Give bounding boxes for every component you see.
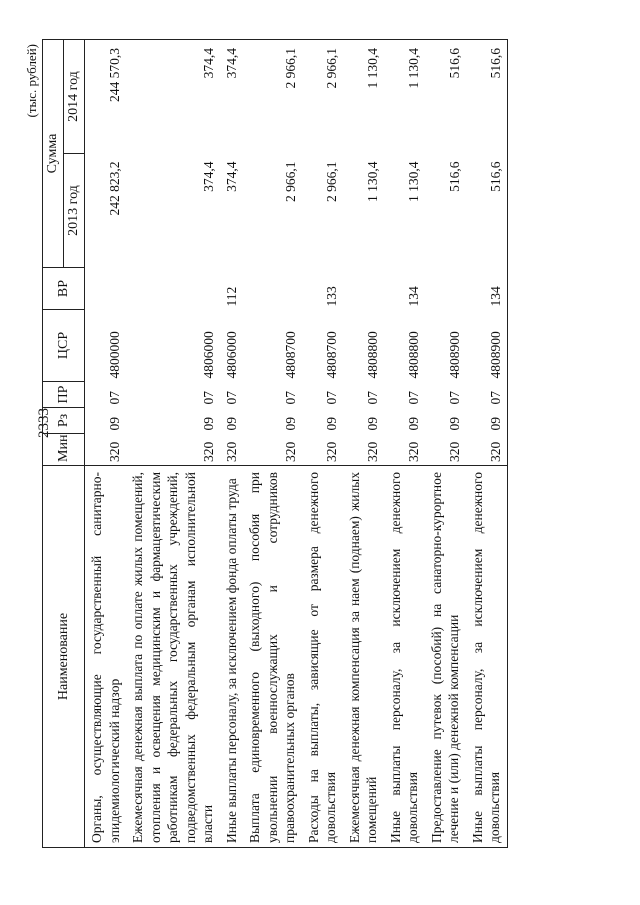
budget-table-page <box>20 40 590 848</box>
row-rz: 09 <box>446 417 462 431</box>
row-2013: 1 130,4 <box>364 161 380 202</box>
row-2014: 1 130,4 <box>384 40 425 154</box>
row-pr: 07 <box>364 391 380 405</box>
row-2013: 2 966,1 <box>323 161 339 202</box>
row-name: Иные выплаты персоналу, за исключением фонда оплаты труда <box>220 466 244 848</box>
row-name: Предоставление путевок (пособий) на санаторно-курортное лечение и (или) денежной компенсации <box>425 466 466 848</box>
row-min: 320 <box>224 441 239 462</box>
row-csr: 4808900 <box>466 310 508 382</box>
row-2014: 2 966,1 <box>243 40 302 154</box>
row-name: Иные выплаты персоналу, за исключением денежного довольствия <box>466 466 508 848</box>
row-vr <box>85 268 127 310</box>
table-row <box>466 40 508 848</box>
table-row <box>343 40 384 848</box>
row-2013: 242 823,2 <box>107 161 122 216</box>
row-vr: 134 <box>466 268 508 310</box>
header-name: Наименование <box>43 466 85 848</box>
row-name: Ежемесячная денежная компенсация за наем (поднаем) жилых помещений <box>343 466 384 848</box>
row-rz: 09 <box>200 417 216 431</box>
row-min: 320 <box>107 441 122 462</box>
row-pr: 07 <box>466 382 508 408</box>
row-name: Ежемесячная денежная выплата по оплате жилых помещений, отопления и освещения медицинским и фармацевтическим работникам федеральных государственных учреждений, подведомственных федеральным органам исполнительной власти <box>126 466 220 848</box>
row-csr: 4808800 <box>364 331 380 379</box>
row-csr: 4808900 <box>446 331 462 379</box>
row-2013: 516,6 <box>446 161 462 192</box>
page-number: 2333 <box>36 408 52 438</box>
row-min: 320 <box>405 441 421 462</box>
row-min: 320 <box>323 441 339 462</box>
row-rz: 09 <box>466 408 508 434</box>
row-rz: 09 <box>282 417 298 431</box>
row-vr <box>126 268 220 310</box>
header-2014: 2014 год <box>64 40 85 154</box>
row-pr: 07 <box>200 391 216 405</box>
row-2014: 244 570,3 <box>85 40 127 154</box>
row-pr: 07 <box>107 391 122 405</box>
row-vr <box>425 268 466 310</box>
row-min: 320 <box>364 441 380 462</box>
row-name: Выплата единовременного (выходного) пособия при увольнении военнослужащих и сотрудников правоохранительных органов <box>243 466 302 848</box>
table-row <box>220 40 244 848</box>
header-pr: ПР <box>43 382 85 408</box>
row-csr: 4808700 <box>282 331 298 379</box>
row-vr <box>243 268 302 310</box>
row-2014: 2 966,1 <box>302 40 343 154</box>
header-csr: ЦСР <box>43 310 85 382</box>
row-min: 320 <box>466 434 508 466</box>
row-min: 320 <box>446 441 462 462</box>
row-csr: 4800000 <box>107 331 122 379</box>
row-2014: 374,4 <box>220 40 244 154</box>
header-rz: Рз <box>43 408 85 434</box>
row-2013: 1 130,4 <box>405 161 421 202</box>
row-pr: 07 <box>323 391 339 405</box>
table-row <box>302 40 343 848</box>
row-2013: 374,4 <box>200 161 216 192</box>
table-row <box>384 40 425 848</box>
row-2014: 516,6 <box>466 40 508 154</box>
row-pr: 07 <box>446 391 462 405</box>
row-csr: 4806000 <box>200 331 216 379</box>
row-min: 320 <box>200 441 216 462</box>
row-2013: 2 966,1 <box>282 161 298 202</box>
row-rz: 09 <box>224 417 239 431</box>
row-pr: 07 <box>405 391 421 405</box>
header-2013: 2013 год <box>64 154 85 268</box>
row-rz: 09 <box>405 417 421 431</box>
row-csr: 4808700 <box>323 331 339 379</box>
table-row <box>243 40 302 848</box>
budget-table <box>42 39 508 848</box>
row-rz: 09 <box>323 417 339 431</box>
units-label: (тыс. рублей) <box>24 44 39 118</box>
row-csr: 4806000 <box>224 331 239 379</box>
row-vr: 112 <box>224 286 239 307</box>
row-pr: 07 <box>224 391 239 405</box>
row-2013: 374,4 <box>224 161 239 192</box>
row-rz: 09 <box>107 417 122 431</box>
row-vr: 134 <box>405 286 421 307</box>
row-vr: 133 <box>323 286 339 307</box>
row-name: Органы, осуществляющие государственный санитарно-эпидемиологический надзор <box>85 466 127 848</box>
row-rz: 09 <box>364 417 380 431</box>
row-2014: 1 130,4 <box>343 40 384 154</box>
row-vr <box>343 268 384 310</box>
table-body <box>85 40 508 848</box>
row-name: Расходы на выплаты, зависящие от размера денежного довольствия <box>302 466 343 848</box>
row-min: 320 <box>282 441 298 462</box>
row-csr: 4808800 <box>405 331 421 379</box>
header-min: Мин <box>43 434 85 466</box>
row-2014: 516,6 <box>425 40 466 154</box>
row-name: Иные выплаты персоналу, за исключением денежного довольствия <box>384 466 425 848</box>
table-header <box>43 40 85 848</box>
header-sum: Сумма <box>43 40 64 268</box>
row-pr: 07 <box>282 391 298 405</box>
table-row <box>126 40 220 848</box>
header-vr: ВР <box>43 268 85 310</box>
row-2013: 516,6 <box>466 154 508 268</box>
table-row <box>85 40 127 848</box>
row-2014: 374,4 <box>126 40 220 154</box>
table-row <box>425 40 466 848</box>
